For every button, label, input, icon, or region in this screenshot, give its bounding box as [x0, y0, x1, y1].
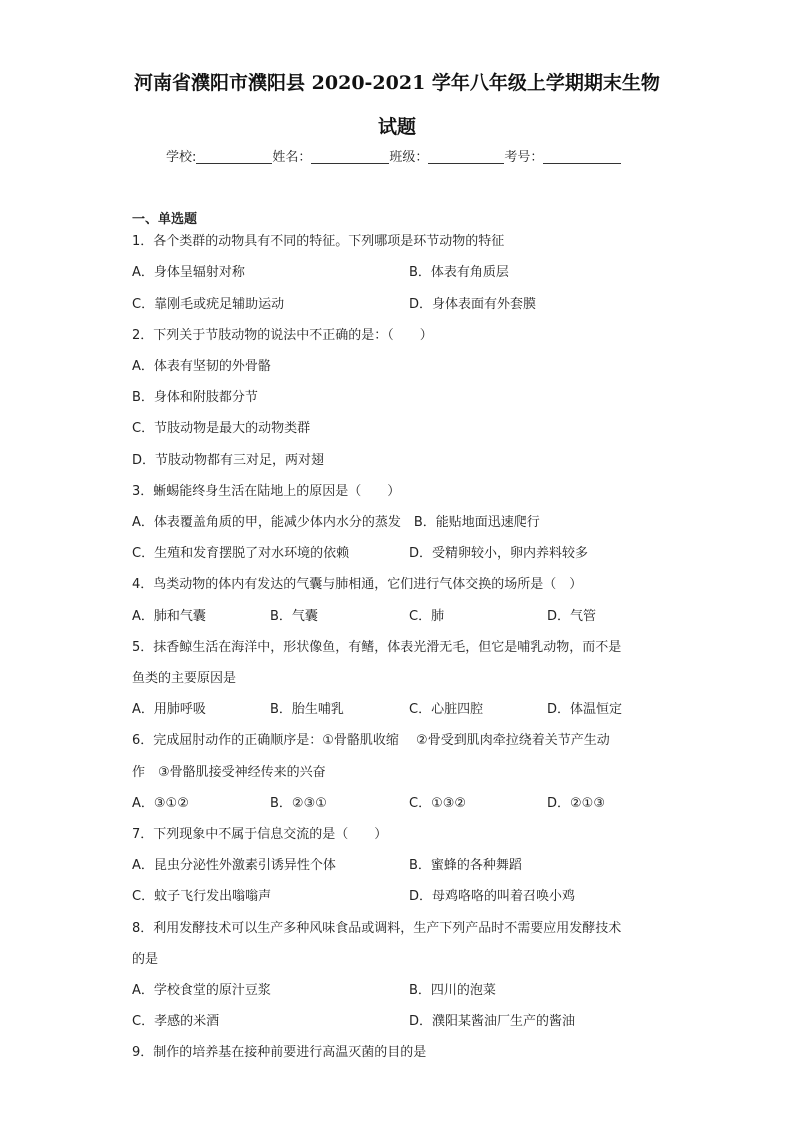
question-7-option-d: D．母鸡咯咯的叫着召唤小鸡	[409, 889, 576, 904]
question-5-stem-line1: 5．抹香鲸生活在海洋中，形状像鱼，有鳍，体表光滑无毛，但它是哺乳动物，而不是	[132, 640, 622, 655]
question-7-option-b: B．蜜蜂的各种舞蹈	[409, 858, 522, 873]
question-2-option-b: B．身体和附肢都分节	[132, 390, 258, 405]
question-2-option-d: D．节肢动物都有三对足，两对翅	[132, 453, 325, 468]
question-8-option-b: B．四川的泡菜	[409, 983, 496, 998]
question-1-option-c: C．靠刚毛或疣足辅助运动	[132, 297, 285, 312]
question-1-option-b: B．体表有角质层	[409, 265, 509, 280]
question-2-option-a: A．体表有坚韧的外骨骼	[132, 359, 271, 374]
question-6-stem-line1: 6．完成屈肘动作的正确顺序是：①骨骼肌收缩 ②骨受到肌肉牵拉绕着关节产生动	[132, 733, 610, 748]
question-3-option-c: C．生殖和发育摆脱了对水环境的依赖	[132, 546, 350, 561]
question-9-stem: 9．制作的培养基在接种前要进行高温灭菌的目的是	[132, 1045, 427, 1060]
exam-title-line2: 试题	[377, 116, 416, 138]
class-label: 班级：	[389, 150, 429, 165]
question-7-option-c: C．蚊子飞行发出嗡嗡声	[132, 889, 272, 904]
school-label: 学校:	[166, 150, 197, 165]
question-5-option-d: D．体温恒定	[547, 702, 623, 717]
question-4-stem: 4．鸟类动物的体内有发达的气囊与肺相通，它们进行气体交换的场所是（ ）	[132, 577, 583, 592]
question-3-option-d: D．受精卵较小，卵内养料较多	[409, 546, 589, 561]
question-6-option-b: B．②③①	[270, 796, 327, 811]
question-8-option-c: C．孝感的米酒	[132, 1014, 220, 1029]
exam-no-blank[interactable]	[543, 149, 621, 164]
question-3-options-ab: A．体表覆盖角质的甲，能减少体内水分的蒸发 B．能贴地面迅速爬行	[132, 515, 540, 530]
question-5-option-a: A．用肺呼吸	[132, 702, 206, 717]
question-4-option-c: C．肺	[409, 609, 445, 624]
question-1-option-d: D．身体表面有外套膜	[409, 297, 537, 312]
question-5-stem-line2: 鱼类的主要原因是	[132, 671, 237, 686]
question-2-option-c: C．节肢动物是最大的动物类群	[132, 421, 311, 436]
exam-title-line1: 河南省濮阳市濮阳县 2020-2021 学年八年级上学期期末生物	[134, 72, 660, 94]
question-8-option-a: A．学校食堂的原汁豆浆	[132, 983, 271, 998]
question-1-option-a: A．身体呈辐射对称	[132, 265, 245, 280]
question-6-option-d: D．②①③	[547, 796, 605, 811]
question-5-option-b: B．胎生哺乳	[270, 702, 344, 717]
name-label: 姓名：	[272, 150, 312, 165]
student-info-row	[166, 146, 621, 165]
name-blank[interactable]	[311, 149, 389, 164]
question-8-stem-line1: 8．利用发酵技术可以生产多种风味食品或调料，生产下列产品时不需要应用发酵技术	[132, 921, 622, 936]
question-7-option-a: A．昆虫分泌性外激素引诱异性个体	[132, 858, 336, 873]
question-8-stem-line2: 的是	[132, 952, 159, 967]
section-heading: 一、单选题	[132, 212, 198, 227]
school-blank[interactable]	[196, 149, 272, 164]
question-5-option-c: C．心脏四腔	[409, 702, 484, 717]
class-blank[interactable]	[428, 149, 504, 164]
question-6-option-c: C．①③②	[409, 796, 467, 811]
question-6-option-a: A．③①②	[132, 796, 189, 811]
question-2-stem: 2．下列关于节肢动物的说法中不正确的是：（ ）	[132, 328, 433, 343]
question-4-option-a: A．肺和气囊	[132, 609, 206, 624]
question-6-stem-line2: 作 ③骨骼肌接受神经传来的兴奋	[132, 765, 326, 780]
question-8-option-d: D．濮阳某酱油厂生产的酱油	[409, 1014, 576, 1029]
question-1-stem: 1．各个类群的动物具有不同的特征。下列哪项是环节动物的特征	[132, 234, 505, 249]
question-4-option-d: D．气管	[547, 609, 597, 624]
question-4-option-b: B．气囊	[270, 609, 318, 624]
question-3-stem: 3．蜥蜴能终身生活在陆地上的原因是（ ）	[132, 484, 401, 499]
question-7-stem: 7．下列现象中不属于信息交流的是（ ）	[132, 827, 388, 842]
exam-no-label: 考号：	[504, 150, 544, 165]
